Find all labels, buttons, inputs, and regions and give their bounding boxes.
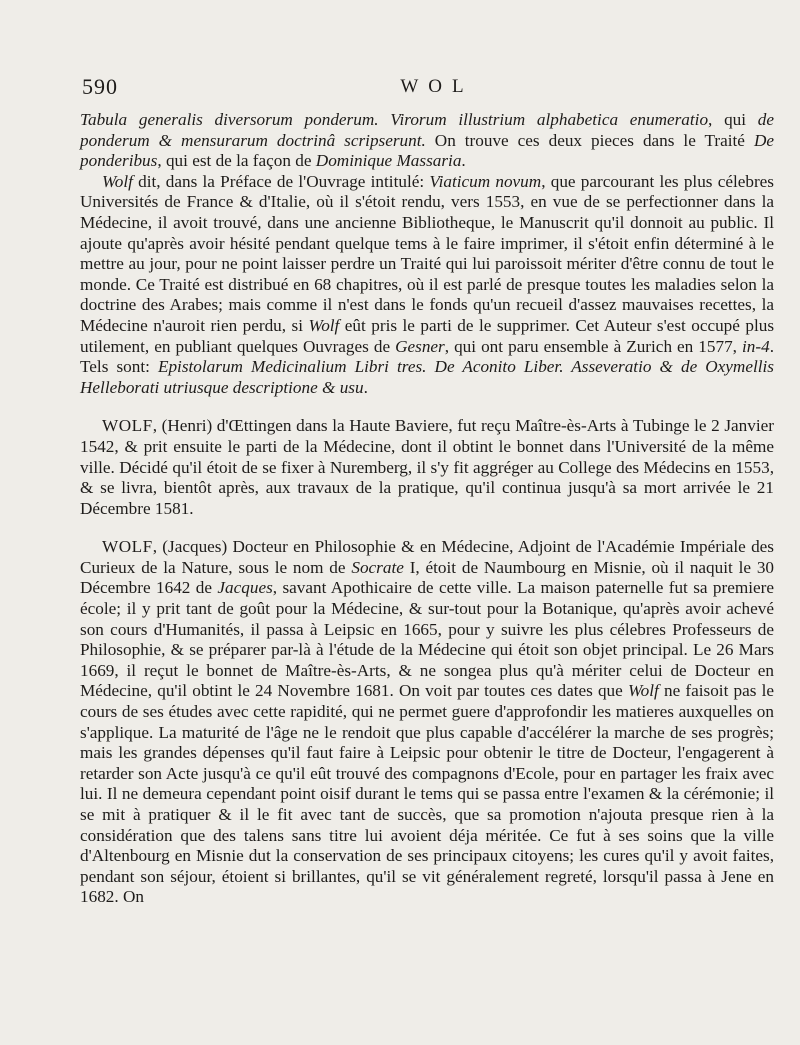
text-run: ne faisoit pas le cours de ses études avec cette rapidité, qui ne permet guere d'approfondir les matieres auxquelles on s'applique. La maturité de l'âge ne le rendoit que plus capable d'accélérer la marche de ses progrès; mais les grandes dépenses qu'il faut faire à Leipsic pour obtenir le titre de Docteur, l'engagerent à retarder son Acte jusqu'à ce qu'il eût trouvé des compagnons d'Ecole, pour en partager les fraix avec lui. Il ne demeura cependant point oisif durant le tems qui se passa entre l'examen & la cérémonie; il se mit à pratiquer & il le fit avec tant de succès, que sa promotion n'ajouta presque rien à la considération que des talens sans titre lui avoient déja méritée. Ce fut à ses soins que la ville d'Altenbourg en Misnie dut la conservation de ses principaux citoyens; les cures qu'il y avoit faites, pendant son séjour, étoient si brillantes, qu'il se vit généralement regreté, lorsqu'il passa à Jene en 1682. On	[80, 681, 774, 907]
person-name: Gesner	[395, 336, 445, 356]
person-name: Socrate	[351, 557, 404, 577]
text-run: On trouve ces deux pieces dans le Traité	[425, 130, 754, 150]
entry-headword: WOLF	[102, 537, 153, 557]
text-run: eût pris le parti de le supprimer. Cet Auteur s'est occupé plus utilement, en publiant quelques Ouvrages de	[80, 315, 775, 356]
latin-title: De ponderibus	[80, 130, 774, 171]
text-run: . Tels sont:	[80, 336, 774, 377]
paragraph-tabula	[80, 110, 774, 172]
latin-title: Tabula generalis diversorum ponderum. Virorum illustrium alphabetica enumeratio	[80, 110, 709, 129]
person-name: Wolf	[102, 171, 133, 191]
entry-wolf-jacques	[80, 537, 774, 908]
text-run: , que parcourant les plus célebres Universités de France & d'Italie, où il s'étoit rendu, vers 1553, en vue de se perfectionner dans la Médecine, il avoit trouvé, dans une ancienne Bibliotheque, le Manuscrit qu'il donnoit au public. Il ajoute qu'après avoir hésité pendant quelque tems à le faire imprimer, il s'étoit enfin déterminé à le mettre au jour, pour ne point laisser perdre un Traité qui lui paroissoit mériter d'être connu de tout le monde. Ce Traité est distribué en 68 chapitres, où il est parlé de presque toutes les maladies selon la doctrine des Arabes; mais comme il n'est dans le fonds qu'un recueil d'assez mauvaises recettes, la Médecine n'auroit rien perdu, si	[80, 171, 774, 335]
text-run: , qui	[708, 110, 758, 129]
latin-title: Epistolarum Medicinalium Libri tres. De Aconito Liber. Asseveratio & de Oxymellis Helleborati utriusque descriptione & usu	[80, 357, 774, 397]
latin-title: Viaticum novum	[429, 171, 542, 191]
paragraph-wolf-preface	[80, 172, 774, 399]
text-run: dit, dans la Préface de l'Ouvrage intitulé:	[132, 171, 430, 191]
latin-title: de ponderum & mensurarum doctrinâ scripserunt.	[80, 110, 774, 150]
text-run: , qui ont paru ensemble à Zurich en 1577,	[444, 336, 743, 356]
entry-wolf-henri	[80, 416, 774, 519]
text-run: .	[461, 151, 466, 171]
running-head: WOL	[400, 76, 474, 97]
entry-headword: WOLF	[102, 416, 153, 436]
person-name: Jacques	[217, 578, 273, 598]
person-name: Dominique Massaria	[315, 151, 462, 171]
text-run: , savant Apothicaire de cette ville. La maison paternelle fut sa premiere école; il y prit tant de goût pour la Médecine, & sur-tout pour la Botanique, qu'après avoir achevé son cours d'Humanités, il passa à Leipsic en 1665, pour y suivre les plus célebres Professeurs de Philosophie, & se préparer par-là à l'étude de la Médecine qui étoit son objet principal. Le 26 Mars 1669, il reçut le bonnet de Maître-ès-Arts, & ne songea plus qu'à mériter celui de Docteur en Médecine, qu'il obtint le 24 Novembre 1681. On voit par toutes ces dates que	[80, 578, 774, 701]
text-run: , qui est de la façon de	[157, 151, 316, 171]
text-run: I, étoit de Naumbourg en Misnie, où il naquit le 30 Décembre 1642 de	[80, 557, 775, 598]
page-number: 590	[82, 74, 118, 99]
page-header	[82, 74, 772, 104]
person-name: Wolf	[627, 681, 659, 701]
text-run: , (Jacques) Docteur en Philosophie & en Médecine, Adjoint de l'Académie Impériale des Curieux de la Nature, sous le nom de	[80, 537, 774, 577]
page-body	[80, 110, 774, 908]
text-run: .	[363, 377, 368, 397]
person-name: Wolf	[308, 315, 340, 335]
text-run: , (Henri) d'Œttingen dans la Haute Baviere, fut reçu Maître-ès-Arts à Tubinge le 2 Janvier 1542, & prit ensuite le parti de la Médecine, dont il obtint le bonnet dans l'Université de la même ville. Décidé qu'il étoit de se fixer à Nuremberg, il s'y fit aggréger au College des Médecins en 1553, & se livra, bientôt après, aux travaux de la pratique, qu'il continua jusqu'à sa mort arrivée le 21 Décembre 1581.	[80, 416, 774, 518]
format-term: in-4	[742, 336, 770, 356]
